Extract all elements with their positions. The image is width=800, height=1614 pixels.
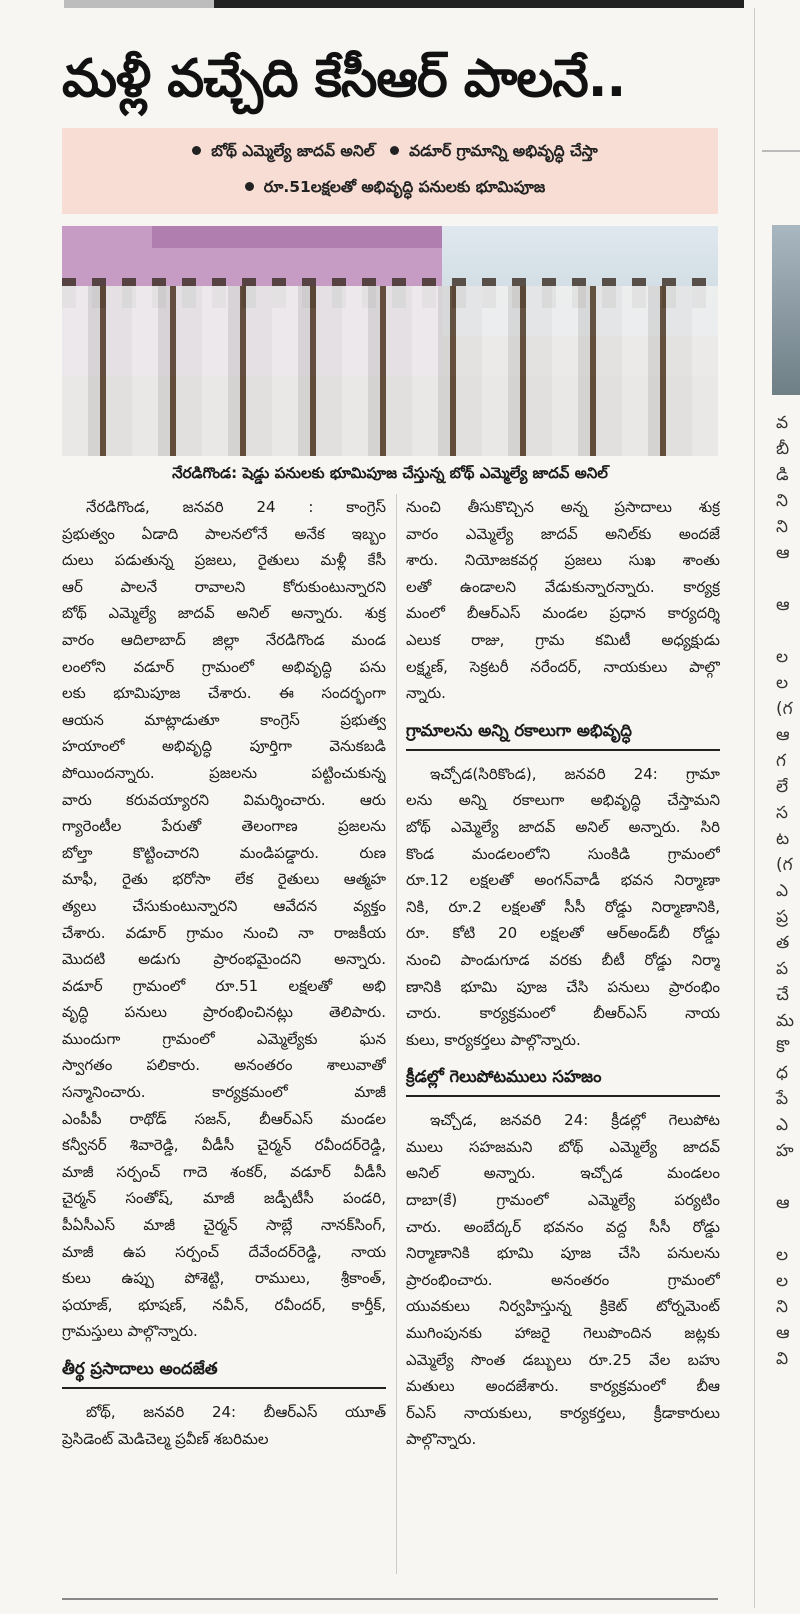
text-line: ముందుగా గ్రామంలో ఎమ్మెల్యేకు ఘన bbox=[62, 1029, 386, 1048]
text-line: ఫయాజ్, భూషణ్, నవీన్, రవీందర్, కార్తీక్, bbox=[62, 1295, 386, 1314]
text-line: చేశారు. వడూర్ గ్రామం నుంచి నా రాజకీయ bbox=[62, 923, 386, 942]
text-line: ములు సహజమని బోథ్ ఎమ్మెల్యే జాదవ్ bbox=[406, 1137, 720, 1156]
text-line: శారు. నియోజకవర్గ ప్రజలు సుఖ శాంతు bbox=[406, 551, 720, 570]
text-line: దులు పడుతున్న ప్రజలు, రైతులు మళ్లీ కేసీ bbox=[62, 551, 386, 570]
text-line: ఆర్ పాలనే రావాలని కోరుకుంటున్నారని bbox=[62, 577, 386, 596]
text-line: నుంచి తీసుకొచ్చిన అన్న ప్రసాదాలు శుక్ర bbox=[406, 498, 720, 516]
text-line: మంలో బీఆర్ఎస్ మండల ప్రధాన కార్యదర్శి bbox=[406, 604, 720, 623]
text-line: కులు, కార్యకర్తలు పాల్గొన్నారు. bbox=[406, 1030, 581, 1049]
page-divider bbox=[754, 8, 755, 1608]
text-line: మాజీ సర్పంచ్ గాదె శంకర్, వడూర్ వీడీసీ bbox=[62, 1162, 386, 1181]
column-2-subheading-1: గ్రామాలను అన్ని రకాలుగా అభివృద్ధి bbox=[406, 713, 720, 751]
text-line: బోథ్ ఎమ్మెల్యే జాదవ్ అనిల్ అన్నారు. శుక్ర bbox=[62, 604, 386, 623]
highlights-row-1 bbox=[62, 142, 718, 164]
text-line: కొండ మండలంలోని సుంకిడి గ్రామంలో bbox=[406, 844, 720, 863]
text-line: ఎమ్మెల్యే సొంత డబ్బులు రూ.25 వేల బహు bbox=[406, 1350, 720, 1369]
adjacent-photo bbox=[772, 225, 800, 395]
headline: మళ్లీ వచ్చేది కేసీఆర్ పాలనే.. bbox=[62, 49, 626, 109]
column-2-body-2 bbox=[406, 761, 720, 1054]
text-line: త్యలు చేసుకుంటున్నారని ఆవేదన వ్యక్తం bbox=[62, 896, 386, 915]
text-line: పాల్గొన్నారు. bbox=[406, 1430, 477, 1449]
text-line: నిర్మాణానికి భూమి పూజ చేసి పనులను bbox=[406, 1244, 720, 1263]
text-line: ఇచ్చోడ(సిరికొండ), జనవరి 24: గ్రామా bbox=[430, 764, 720, 783]
text-line: వడూర్ గ్రామంలో రూ.51 లక్షలతో అభి bbox=[62, 976, 386, 995]
highlight-1: బోథ్ ఎమ్మెల్యే జాదవ్ అనిల్ bbox=[211, 142, 375, 160]
photo-crowd bbox=[62, 286, 718, 456]
text-line: కులు ఉప్పు పోశెట్టి, రాములు, శ్రీకాంత్, bbox=[62, 1269, 386, 1288]
text-line: ఆయన మాట్లాడుతూ కాంగ్రెస్ ప్రభుత్వ bbox=[62, 710, 386, 729]
text-line: ర్ఎస్ నాయకులు, కార్యకర్తలు, క్రీడాకారులు bbox=[406, 1403, 720, 1422]
adjacent-rule bbox=[762, 150, 800, 152]
column-2 bbox=[406, 494, 720, 1453]
text-line: చారు. కార్యక్రమంలో బీఆర్ఎస్ నాయ bbox=[406, 1004, 720, 1023]
highlight-3: రూ.51లక్షలతో అభివృద్ధి పనులకు భూమిపూజ bbox=[263, 178, 546, 196]
text-line: వారం ఎమ్మెల్యే జాదవ్ అనిల్‌కు అందజే bbox=[406, 524, 720, 543]
text-line: నుంచి పాండుగూడ వరకు బీటీ రోడ్డు నిర్మా bbox=[406, 950, 720, 969]
text-line: ఎంపీపీ రాథోడ్ సజన్, బీఆర్ఎస్ మండల bbox=[62, 1109, 386, 1128]
text-line: ప్రభుత్వం ఏడాది పాలనలోనే అనేక ఇబ్బం bbox=[62, 524, 386, 543]
text-line: ప్రెసిడెంట్ మెడిచెల్మ ప్రవీణ్ శబరిమల bbox=[62, 1429, 269, 1448]
text-line: హయాంలో అభివృద్ధి పూర్తిగా వెనుకబడి bbox=[62, 737, 386, 756]
text-line: గ్రామస్తులు పాల్గొన్నారు. bbox=[62, 1322, 198, 1341]
text-line: లక్ష్మణ్, సెక్రటరీ నరేందర్, నాయకులు పాల్గొ bbox=[406, 657, 720, 676]
text-line: ఇచ్చోడ, జనవరి 24: క్రీడల్లో గెలుపోట bbox=[430, 1111, 720, 1130]
bullet-icon bbox=[390, 146, 399, 155]
text-line: వృద్ధి పనులు ప్రారంభించినట్లు తెలిపారు. bbox=[62, 1003, 386, 1022]
news-photo bbox=[62, 226, 718, 456]
text-line: ముగింపునకు హాజరై గెలుపొందిన జట్లకు bbox=[406, 1324, 720, 1343]
text-line: ఎలుక రాజు, గ్రామ కమిటీ అధ్యక్షుడు bbox=[406, 630, 720, 649]
highlight-2: వడూర్ గ్రామాన్ని అభివృద్ధి చేస్తా bbox=[409, 142, 598, 160]
text-line: లకు భూమిపూజ చేశారు. ఈ సందర్భంగా bbox=[62, 684, 386, 703]
text-line: రూ. కోటి 20 లక్షలతో ఆర్అండ్‌బీ రోడ్డు bbox=[406, 924, 720, 943]
text-line: లంలోని వడూర్ గ్రామంలో అభివృద్ధి పను bbox=[62, 657, 386, 676]
text-line: బోథ్, జనవరి 24: బీఆర్ఎస్ యూత్ bbox=[86, 1403, 386, 1421]
bullet-icon bbox=[245, 182, 254, 191]
text-line: పీఏసీఎస్ మాజీ చైర్మన్ సాబ్లే నానక్‌సింగ్, bbox=[62, 1216, 386, 1235]
text-line: మొదటి అడుగు ప్రారంభమైందని అన్నారు. bbox=[62, 950, 386, 969]
adjacent-text: వ బీ డి ని ని ఆ ఆ ల ల (గ ఆ గ లే స ట (గ ఎ ప్ర త ప చే మ కొ ధ పే ఎ హ ఆ ల ల ని ఆ వి bbox=[776, 413, 794, 1369]
text-line: చారు. అంబేద్కర్ భవనం వద్ద సీసీ రోడ్డు bbox=[406, 1217, 720, 1236]
text-line: ప్రారంభించారు. అనంతరం గ్రామంలో bbox=[406, 1270, 720, 1289]
column-2-body-3 bbox=[406, 1107, 720, 1453]
text-line: సన్మానించారు. కార్యక్రమంలో మాజీ bbox=[62, 1083, 386, 1102]
text-line: ణానికి భూమి పూజ చేసి పనులు ప్రారంభిం bbox=[406, 977, 720, 996]
photo-roof bbox=[152, 226, 442, 248]
text-line: గ్యారెంటీల పేరుతో తెలంగాణ ప్రజలను bbox=[62, 817, 386, 836]
text-line: న్నారు. bbox=[406, 684, 446, 703]
bullet-icon bbox=[192, 146, 201, 155]
column-divider bbox=[396, 494, 397, 1574]
text-line: అనిల్ అన్నారు. ఇచ్చోడ మండలం bbox=[406, 1164, 720, 1183]
column-1-subheading: తీర్థ ప్రసాదాలు అందజేత bbox=[62, 1351, 386, 1389]
text-line: వారు కరువయ్యారని విమర్శించారు. ఆరు bbox=[62, 790, 386, 809]
text-line: మతులు అందజేశారు. కార్యక్రమంలో బీఆ bbox=[406, 1377, 720, 1396]
text-line: నికి, రూ.2 లక్షలతో సీసీ రోడ్డు నిర్మాణానికి, bbox=[406, 897, 720, 916]
text-line: లను అన్ని రకాలుగా అభివృద్ధి చేస్తామని bbox=[406, 791, 720, 810]
text-line: దాబా(కే) గ్రామంలో ఎమ్మెల్యే పర్యటిం bbox=[406, 1191, 720, 1210]
text-line: నేరడిగొండ, జనవరి 24 : కాంగ్రెస్ bbox=[86, 498, 386, 516]
text-line: రూ.12 లక్షలతో అంగన్‌వాడీ భవన నిర్మాణా bbox=[406, 871, 720, 890]
text-line: కన్వీనర్ శివారెడ్డి, వీడీసీ చైర్మన్ రవీందర్‌రెడ్డి, bbox=[62, 1136, 386, 1155]
column-1 bbox=[62, 494, 386, 1452]
highlights-row-2 bbox=[62, 178, 718, 200]
adjacent-article-strip bbox=[762, 0, 800, 1614]
bottom-rule bbox=[62, 1598, 718, 1600]
column-2-body bbox=[406, 494, 720, 707]
photo-caption: నేరడిగొండ: షెడ్డు పనులకు భూమిపూజ చేస్తున్న బోథ్ ఎమ్మెల్యే జాదవ్ అనిల్ bbox=[172, 464, 608, 482]
text-line: లతో ఉండాలని వేడుకున్నారన్నారు. కార్యక్ర bbox=[406, 577, 720, 596]
text-line: యువకులు నిర్వహిస్తున్న క్రికెట్ టోర్నమెంట్ bbox=[406, 1297, 720, 1316]
top-bar-light bbox=[64, 0, 214, 8]
column-2-subheading-2: క్రీడల్లో గెలుపోటములు సహజం bbox=[406, 1059, 720, 1097]
text-line: పోయిందన్నారు. ప్రజలను పట్టించుకున్న bbox=[62, 763, 386, 782]
column-1-body bbox=[62, 494, 386, 1345]
text-line: స్వాగతం పలికారు. అనంతరం శాలువాతో bbox=[62, 1056, 386, 1075]
text-line: మాజీ ఉప సర్పంచ్ దేవేందర్‌రెడ్డి, నాయ bbox=[62, 1242, 386, 1261]
text-line: బోల్తా కొట్టించారని మండిపడ్డారు. రుణ bbox=[62, 843, 386, 862]
column-1-body-2 bbox=[62, 1399, 386, 1452]
text-line: చైర్మన్ సంతోష్, మాజీ జడ్పీటీసీ పండరి, bbox=[62, 1189, 386, 1208]
text-line: బోథ్ ఎమ్మెల్యే జాదవ్ అనిల్ అన్నారు. సిరి bbox=[406, 817, 720, 836]
text-line: మాఫీ, రైతు భరోసా లేక రైతులు ఆత్మహ bbox=[62, 870, 386, 889]
highlights-box bbox=[62, 128, 718, 214]
text-line: వారం ఆదిలాబాద్ జిల్లా నేరడిగొండ మండ bbox=[62, 630, 386, 649]
